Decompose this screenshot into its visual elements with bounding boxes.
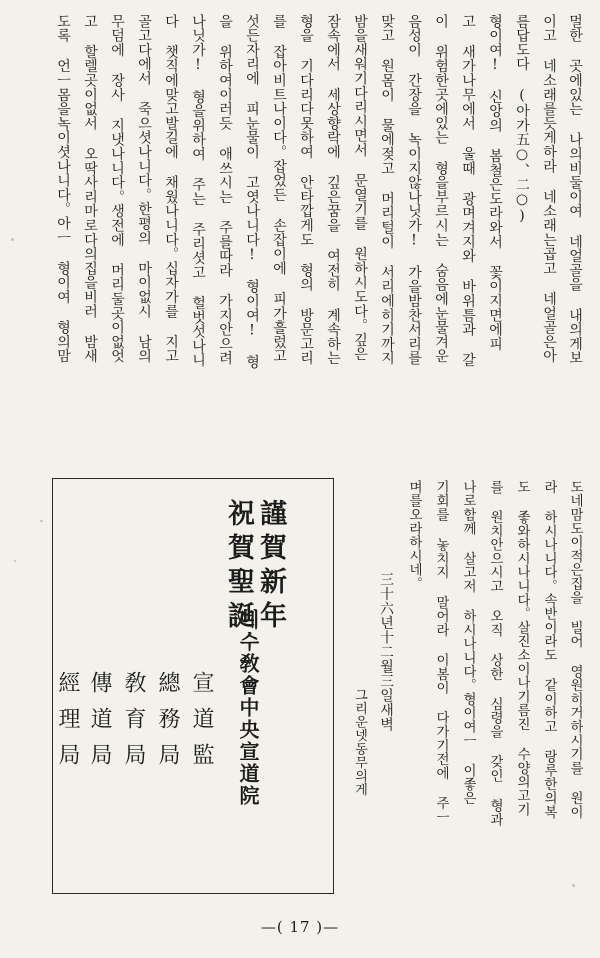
text-column: 라 하시나니다。속반이라도 같이하고 랑루한의복 xyxy=(541,480,557,819)
page-number: —( 17 )— xyxy=(260,918,340,936)
text-column: 나닛가! 형을위하여 주는 주리셧고 헐벗섯나니 xyxy=(190,14,206,368)
ad-department: 傳道局 xyxy=(87,671,112,779)
text-column: 이고 네소래를듯게하라 네소래는곱고 네얼골은아 xyxy=(541,14,557,364)
ad-department: 敎育局 xyxy=(121,671,146,779)
ad-department: 經理局 xyxy=(55,671,80,779)
text-column: 맞고 원몸이 물에젖고 머리털이 서리에히기까지 xyxy=(379,14,395,366)
text-column: 음성이 간장을 녹이지않나닛가! 가을밤찬서리를 xyxy=(406,14,422,366)
text-column: 를 원치안으시고 오직 상한 심령을 갖인 형과 xyxy=(487,480,503,827)
text-column: 다 챗직에맞고발길에 채웠나니다。십자가를 지고 xyxy=(163,14,179,364)
greeting-ad-box xyxy=(52,478,334,894)
text-column: 기회를 놓치지 말어라 이봄이 다가기전에 주ㅡ xyxy=(433,480,449,824)
text-column: 을 위하여이러듯 애쓰시는 주를따라 가지안으려 xyxy=(217,14,233,366)
text-column: 밤을새워기다리시면서 문열기를 원하시도다。깊은 xyxy=(352,14,368,362)
text-column: 를 잡아비트나이다。잡었든 손잡이에 피가흘렀고 xyxy=(271,14,287,364)
letter-signature: 그리운넷동무의게 xyxy=(352,688,367,796)
text-column: 나로함께 살고저 하시나니다。형이여ㅡ 이좋은 xyxy=(460,480,476,805)
text-column: 도록 언ㅡ몸을녹이셧나니다。아ㅡ 형이여 형의맘 xyxy=(55,14,71,364)
text-column: 고 새가나무에서 울때 광며겨지와 바위틈과 갈 xyxy=(460,14,476,368)
ad-department: 總務局 xyxy=(155,671,180,779)
text-column: 도네맘도이적은집을 빌어 영원히거하시기를 원이 xyxy=(567,480,583,819)
text-column: 며를오라하시네。 xyxy=(406,480,422,591)
ad-greeting-christmas: 祝賀聖誕 xyxy=(223,499,254,635)
text-column: 골고다에서 죽으셧나니다。한평의 마이없시 남의 xyxy=(136,14,152,364)
ad-department: 宣道監 xyxy=(189,671,214,779)
text-column: 형이여! 신앙의 봄철은도라와서 꽃이지면에피 xyxy=(487,14,503,351)
text-column: 름답도다 (아가五○、二○) xyxy=(514,14,530,225)
text-column: 고 할렐곳이없서 오딱사리마로다의집을비러 밤새 xyxy=(82,14,98,364)
text-column: 형을 기다리다못하여 안타깝게도 형의 방문고리 xyxy=(298,14,314,366)
text-column: 무덤에 장사 지냇나니다。생전에 머리둘곳이없엇 xyxy=(109,14,125,364)
ad-organization: 예수敎會中央宣道院 xyxy=(236,609,260,807)
text-column: 섯든자리에 피눈물이 고엿나니다! 형이여! 형 xyxy=(244,14,260,370)
letter-date: 三十六년十二월三일새벽 xyxy=(378,572,394,732)
text-column: 멀한 곳에있는 나의비둘이여 네얼골을 내의게보 xyxy=(567,14,583,366)
text-column: 잠속에서 세상향락에 깊은꿈을 여전히 계속하는 xyxy=(325,14,341,366)
ad-greeting-new-year: 謹賀新年 xyxy=(255,499,286,635)
text-column: 이 위험한곳에있는 형을부르시는 숨음에눈물겨운 xyxy=(433,14,449,364)
text-column: 도 좋와하시나니다。살진소이나기름진 수양의고기 xyxy=(514,480,530,817)
